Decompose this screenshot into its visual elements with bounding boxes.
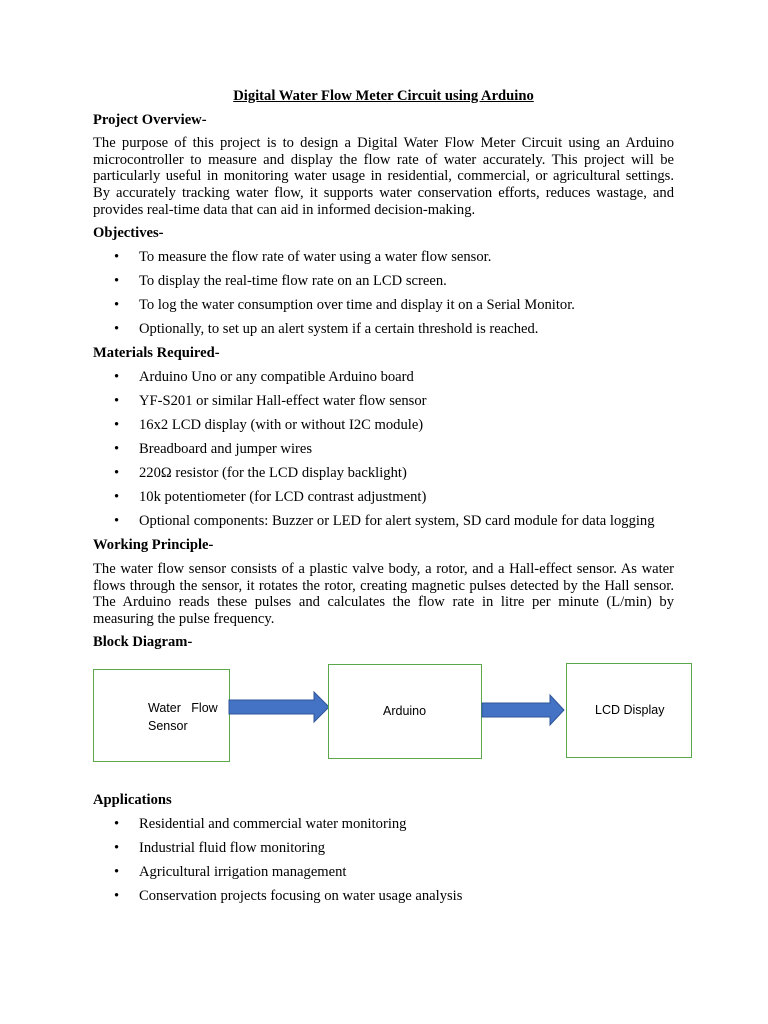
bullet-icon: • <box>114 321 120 338</box>
working-paragraph: The water flow sensor consists of a plastic valve body, a rotor, and a Hall-effect sensor. As water flows through the sensor, it rotates the rotor, creating magnetic pulses detected by the Hall sensor. The Arduino reads these pulses and calculates the flow rate in litre per minute (L/min) by measuring the pulse frequency. <box>93 560 674 627</box>
list-item <box>93 888 674 905</box>
list-item <box>93 393 674 410</box>
list-item <box>93 273 674 290</box>
list-item <box>93 864 674 881</box>
bullet-icon: • <box>114 296 120 313</box>
list-item-text: To measure the flow rate of water using a water flow sensor. <box>139 248 492 265</box>
list-item-text: Industrial fluid flow monitoring <box>139 839 326 856</box>
objectives-list <box>93 249 674 338</box>
list-item <box>93 465 674 482</box>
list-item <box>93 249 674 266</box>
lcd-display-box <box>566 663 692 758</box>
list-item-text: 16x2 LCD display (with or without I2C module) <box>139 416 424 433</box>
lcd-display-label: LCD Display <box>595 702 665 717</box>
bullet-icon: • <box>114 272 120 289</box>
overview-heading: Project Overview- <box>93 111 207 128</box>
bullet-icon: • <box>114 887 120 904</box>
bullet-icon: • <box>114 248 120 265</box>
bullet-icon: • <box>114 368 120 385</box>
bullet-icon: • <box>114 863 120 880</box>
bullet-icon: • <box>114 465 120 482</box>
objectives-heading: Objectives- <box>93 225 164 242</box>
list-item-text: Breadboard and jumper wires <box>139 441 313 457</box>
list-item-text: Optional components: Buzzer or LED for alert system, SD card module for data logging <box>139 513 655 530</box>
list-item-text: Arduino Uno or any compatible Arduino board <box>139 368 414 385</box>
block-diagram-heading: Block Diagram- <box>93 634 193 651</box>
water-flow-sensor-label-line1: Water Flow <box>148 700 218 715</box>
bullet-icon: • <box>114 489 120 506</box>
bullet-icon: • <box>114 513 120 530</box>
list-item <box>93 297 674 314</box>
list-item <box>93 369 674 386</box>
bullet-icon: • <box>114 815 120 832</box>
list-item-text: 220Ω resistor (for the LCD display backlight) <box>139 465 407 482</box>
list-item-text: Optionally, to set up an alert system if a certain threshold is reached. <box>139 321 539 338</box>
arrow-right-icon <box>481 694 565 726</box>
list-item-text: To log the water consumption over time and display it on a Serial Monitor. <box>139 296 575 313</box>
arduino-box <box>328 664 482 759</box>
bullet-icon: • <box>114 441 120 457</box>
list-item-text: Conservation projects focusing on water usage analysis <box>139 887 463 904</box>
list-item <box>93 513 674 530</box>
bullet-icon: • <box>114 392 120 409</box>
materials-heading: Materials Required- <box>93 345 220 362</box>
arduino-label: Arduino <box>383 703 427 718</box>
document-page <box>93 88 674 912</box>
list-item-text: To display the real-time flow rate on an LCD screen. <box>139 272 447 289</box>
list-item <box>93 321 674 338</box>
list-item-text: Agricultural irrigation management <box>139 863 347 880</box>
water-flow-sensor-box <box>93 669 230 762</box>
applications-heading: Applications <box>93 791 172 808</box>
overview-paragraph: The purpose of this project is to design a Digital Water Flow Meter Circuit using an Arduino microcontroller to measure and display the flow rate of water accurately. This project will be particularly useful in monitoring water usage in residential, commercial, or agricultural settings. By accurately tracking water flow, it supports water conservation efforts, reduces wastage, and provides real-time data that can aid in informed decision-making. <box>93 135 674 218</box>
working-heading: Working Principle- <box>93 537 214 554</box>
list-item <box>93 441 674 458</box>
list-item <box>93 816 674 833</box>
list-item <box>93 840 674 857</box>
bullet-icon: • <box>114 839 120 856</box>
document-title: Digital Water Flow Meter Circuit using Arduino <box>233 88 534 104</box>
list-item <box>93 489 674 506</box>
water-flow-sensor-label-line2: Sensor <box>148 718 188 733</box>
list-item-text: 10k potentiometer (for LCD contrast adjustment) <box>139 489 427 506</box>
applications-list <box>93 816 674 905</box>
list-item-text: Residential and commercial water monitoring <box>139 815 407 832</box>
list-item-text: YF-S201 or similar Hall-effect water flow sensor <box>139 392 427 409</box>
materials-list <box>93 369 674 530</box>
list-item <box>93 417 674 434</box>
bullet-icon: • <box>114 416 120 433</box>
block-diagram <box>93 658 674 792</box>
arrow-right-icon <box>228 691 330 723</box>
